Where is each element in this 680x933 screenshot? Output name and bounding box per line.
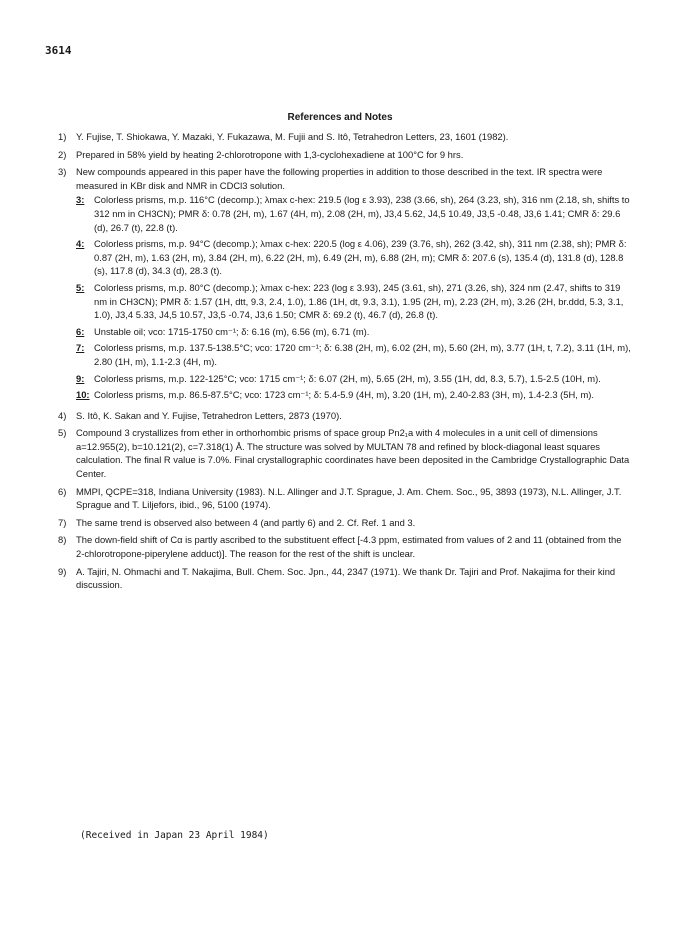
reference-note xyxy=(58,533,632,560)
compound-entry xyxy=(76,325,632,339)
note-text: Y. Fujise, T. Shiokawa, Y. Mazaki, Y. Fukazawa, M. Fujii and S. Itô, Tetrahedron Letters, 23, 1601 (1982). xyxy=(76,131,509,142)
note-number: 6) xyxy=(58,485,67,497)
compound-number: 5: xyxy=(76,281,85,293)
note-number: 4) xyxy=(58,409,67,421)
references-list xyxy=(58,130,632,596)
note-text: The down-field shift of Cα is partly ascribed to the substituent effect [-4.3 ppm, estimated from values of 2 and 11 (obtained from the 2-chlorotropone-piperylene adduct)]. The reason for the rest of the shift is unclear. xyxy=(76,534,622,560)
reference-note xyxy=(58,565,632,592)
note-text: A. Tajiri, N. Ohmachi and T. Nakajima, Bull. Chem. Soc. Jpn., 44, 2347 (1971). We thank Dr. Tajiri and Prof. Nakajima for their kind discussion. xyxy=(76,565,616,591)
note-text: MMPI, QCPE=318, Indiana University (1983). N.L. Allinger and J.T. Sprague, J. Am. Chem. Soc., 95, 3893 (1973), N.L. Allinger, J.T. Sprague and T. Liljefors, ibid., 96, 5100 (1974). xyxy=(76,485,622,511)
note-number: 3) xyxy=(58,166,67,178)
compound-number: 7: xyxy=(76,342,85,354)
reference-note xyxy=(58,485,632,512)
references-heading: References and Notes xyxy=(287,112,393,123)
compound-data: Colorless prisms, m.p. 137.5-138.5°C; νco: 1720 cm⁻¹; δ: 6.38 (2H, m), 6.02 (2H, m), 5.60 (2H, m), 3.77 (1H, t, 7.2), 3.11 (1H, m), 2.80 (1H, m), 1.1-2.3 (4H, m). xyxy=(94,342,631,367)
note-text: Compound 3 crystallizes from ether in orthorhombic prisms of space group Pn2₁a with 4 molecules in a unit cell of dimensions a=12.955(2), b=10.121(2), c=7.318(1) Å. The structure was solved by MULTAN 78 and refined by block-diagonal least squares calculation. The final R value is 7.0%. Final crystallographic coordinates have been deposited in the Cambridge Crystallographic Data Center. xyxy=(76,427,630,480)
compound-entry xyxy=(76,281,632,322)
reference-note xyxy=(58,426,632,480)
note-number: 7) xyxy=(58,516,67,528)
note-number: 8) xyxy=(58,534,67,546)
note-number: 2) xyxy=(58,148,67,160)
reference-note xyxy=(58,148,632,162)
reference-note xyxy=(58,516,632,530)
note-text: The same trend is observed also between 4 (and partly 6) and 2. Cf. Ref. 1 and 3. xyxy=(76,516,416,528)
note-text: S. Itô, K. Sakan and Y. Fujise, Tetrahedron Letters, 2873 (1970). xyxy=(76,409,342,421)
compound-data: Colorless prisms, m.p. 122-125°C; νco: 1715 cm⁻¹; δ: 6.07 (2H, m), 5.65 (2H, m), 3.55 (1H, dd, 8.3, 5.7), 1.5-2.5 (10H, m). xyxy=(94,372,601,384)
compound-entry xyxy=(76,388,632,402)
compound-entry xyxy=(76,237,632,278)
reference-note xyxy=(58,130,632,144)
compound-number: 6: xyxy=(76,325,85,337)
compound-data: Colorless prisms, m.p. 86.5-87.5°C; νco: 1723 cm⁻¹; δ: 5.4-5.9 (4H, m), 3.20 (1H, m), 2.40-2.83 (3H, m), 1.4-2.3 (5H, m). xyxy=(94,389,595,401)
compound-data: Colorless prisms, m.p. 94°C (decomp.); λmax c-hex: 220.5 (log ε 4.06), 239 (3.76, sh), 262 (3.42, sh), 311 nm (2.38, sh); PMR δ: 0.87 (2H, m), 1.63 (2H, m), 3.84 (2H, m), 6.22 (2H, m), 6.49 (2H, m), 6.88 (2H, m); CMR δ: 207.6 (s), 135.4 (d), 131.8 (d), 128.8 (s), 117.8 (d), 34.3 (d), 28.3 (t). xyxy=(94,238,627,277)
compound-entry xyxy=(76,193,632,234)
compound-data: Unstable oil; νco: 1715-1750 cm⁻¹; δ: 6.16 (m), 6.56 (m), 6.71 (m). xyxy=(94,325,370,337)
compound-number: 3: xyxy=(76,194,85,206)
compound-number: 9: xyxy=(76,372,85,384)
note-text xyxy=(76,165,632,405)
compound-entry xyxy=(76,372,632,386)
reference-note xyxy=(58,165,632,405)
compound-data: Colorless prisms, m.p. 116°C (decomp.); λmax c-hex: 219.5 (log ε 3.93), 238 (3.66, sh), 264 (3.23, sh), 316 nm (2.18, sh, shifts to 312 nm in CH3CN); PMR δ: 0.78 (2H, m), 1.67 (4H, m), 2.08 (2H, m), J3,4 5.62, J4,5 10.49, J3,5 -0.48, J3,6 1.41; CMR δ: 29.6 (d), 26.7 (t), 22.8 (t). xyxy=(94,194,630,233)
compound-data: Colorless prisms, m.p. 80°C (decomp.); λmax c-hex: 223 (log ε 3.93), 245 (3.61, sh), 271 (3.26, sh), 324 nm (2.47, shifts to 319 nm in CH3CN); PMR δ: 1.57 (1H, dtt, 9.3, 2.4, 1.0), 1.86 (1H, dt, 9.3, 3.1), 1.95 (2H, m), 2.23 (2H, m), 3.26 (2H, br.ddd, 5.3, 3.1, 1.0), J3,4 5.33, J4,5 10.57, J3,5 -0.74, J3,6 1.50; CMR δ: 69.2 (t), 46.7 (d), 26.8 (t). xyxy=(94,281,624,321)
note-number: 1) xyxy=(58,131,67,142)
compound-entry xyxy=(76,341,632,368)
note-number: 5) xyxy=(58,427,67,439)
compound-number: 4: xyxy=(76,238,85,250)
reference-note xyxy=(58,409,632,423)
note-intro: New compounds appeared in this paper have the following properties in addition to those described in the text. IR spectra were measured in KBr disk and NMR in CDCl3 solution. xyxy=(76,166,603,191)
note-text: Prepared in 58% yield by heating 2-chlorotropone with 1,3-cyclohexadiene at 100°C for 9 hrs. xyxy=(76,148,464,160)
compound-number: 10: xyxy=(76,389,90,401)
page-number: 3614 xyxy=(45,44,72,57)
received-date: (Received in Japan 23 April 1984) xyxy=(80,830,269,841)
note-number: 9) xyxy=(58,565,67,577)
